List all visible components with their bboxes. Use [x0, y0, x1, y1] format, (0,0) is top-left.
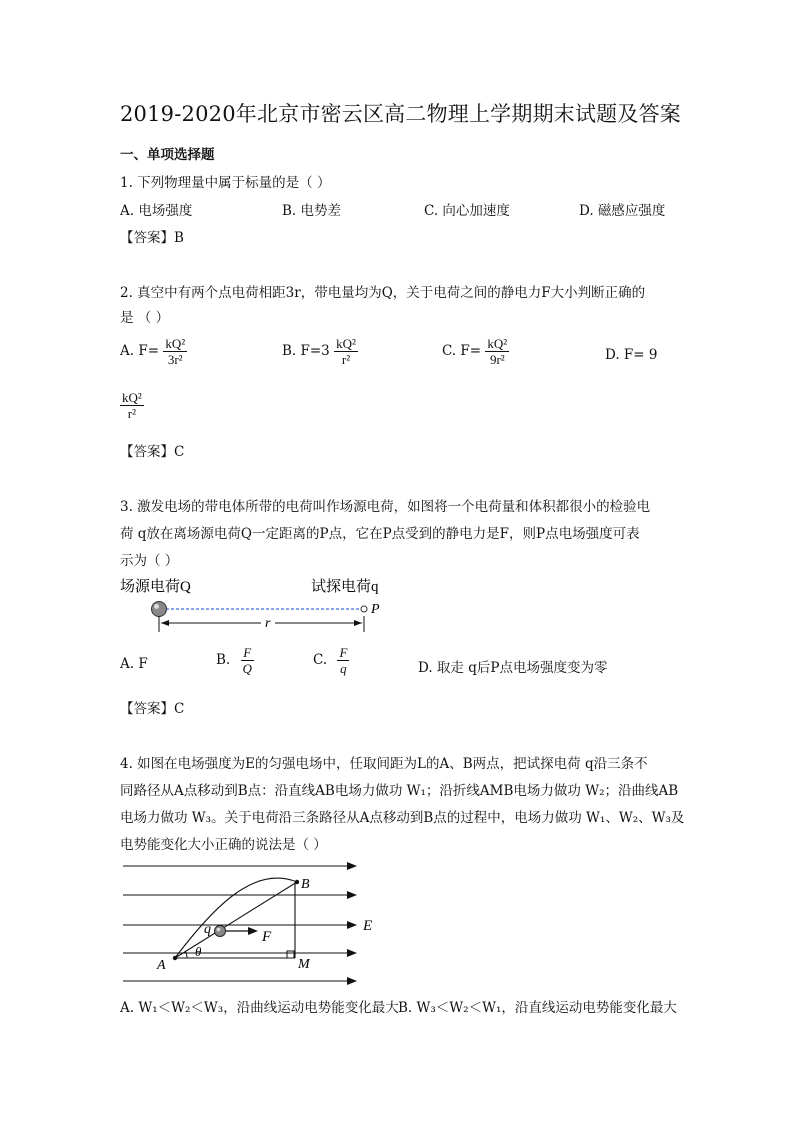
frac-numerator: kQ²	[165, 336, 186, 351]
q2-option-c-prefix: C. F=	[442, 343, 482, 359]
q4-figure	[115, 855, 385, 990]
q3-answer	[120, 697, 184, 717]
fig-charge-q	[215, 926, 226, 937]
fig-label-e: E	[363, 918, 373, 934]
fig-right-angle	[287, 951, 294, 958]
fig-label-m: M	[298, 957, 310, 972]
fig-label-p: P	[371, 602, 380, 617]
frac-numerator: kQ²	[487, 336, 508, 351]
fig-label-q: q	[204, 922, 211, 937]
fig-label-f: F	[262, 929, 272, 945]
fig-label-b: B	[301, 877, 310, 892]
q4-option-b: B. W₃＜W₂＜W₁，沿直线运动电势能变化最大	[398, 1000, 677, 1016]
fig-label-source-charge: 场源电荷Q	[120, 579, 191, 595]
q1-answer	[120, 226, 184, 246]
q2-option-b-fraction	[334, 336, 358, 367]
fig-angle-arc	[185, 951, 187, 958]
q3-option-c-fraction	[337, 645, 349, 676]
q3-option-b	[216, 645, 254, 676]
fig-point-b	[295, 880, 299, 884]
frac-denominator: Q	[242, 661, 252, 676]
q1-option-d: D. 磁感应强度	[579, 203, 666, 219]
q2-option-a-prefix: A. F=	[120, 343, 160, 359]
fig-label-r: r	[265, 616, 271, 631]
fig-label-a: A	[157, 958, 166, 973]
q2-option-c	[442, 336, 509, 367]
q3-figure	[115, 572, 395, 634]
q4-option-a: A. W₁＜W₂＜W₃，沿曲线运动电势能变化最大	[120, 1000, 399, 1016]
q2-option-a-fraction	[163, 336, 187, 367]
q3-stem-line1: 3. 激发电场的带电体所带的电荷叫作场源电荷，如图将一个电荷量和体积都很小的检验电	[120, 499, 651, 515]
q4-stem-line4: 电势能变化大小正确的说法是（ ）	[120, 837, 327, 853]
q3-stem-line2: 荷 q放在离场源电荷Q一定距离的P点，它在P点受到的静电力是F，则P点电场强度可表	[120, 526, 640, 542]
q4-stem-line3: 电场力做功 W₃。关于电荷沿三条路径从A点移动到B点的过程中，电场力做功 W₁、W₂、W₃及	[120, 810, 685, 826]
frac-numerator: F	[241, 645, 254, 661]
answer-value: C	[174, 444, 185, 460]
fig-r-arrow-right	[354, 620, 362, 626]
q2-answer	[120, 440, 184, 460]
fig-source-charge	[152, 602, 167, 617]
q3-option-d: D. 取走 q后P点电场强度变为零	[418, 660, 608, 676]
fig-field-arrows	[347, 862, 357, 985]
fig-r-arrow-left	[161, 620, 169, 626]
q2-option-b	[282, 336, 358, 367]
frac-denominator: r²	[341, 352, 351, 367]
frac-denominator: q	[340, 661, 347, 676]
q2-stem-line1: 2. 真空中有两个点电荷相距3r，带电量均为Q，关于电荷之间的静电力F大小判断正确的	[120, 285, 646, 301]
q1-option-b: B. 电势差	[282, 203, 342, 219]
q3-stem-line3: 示为（ ）	[120, 553, 179, 569]
q2-option-d-prefix: D. F= 9	[605, 347, 658, 363]
fig-force-arrow-head	[248, 927, 258, 935]
q3-option-b-fraction	[241, 645, 254, 676]
frac-numerator: kQ²	[122, 390, 142, 405]
answer-label: 【答案】	[120, 230, 174, 246]
q4-stem-line2: 同路径从A点移动到B点：沿直线AB电场力做功 W₁；沿折线AMB电场力做功 W₂；沿曲线AB	[120, 783, 679, 799]
frac-numerator: kQ²	[336, 336, 356, 351]
answer-label: 【答案】	[120, 444, 174, 460]
q2-option-b-prefix: B. F=3	[282, 343, 330, 359]
fig-test-charge	[361, 606, 367, 612]
frac-denominator: r²	[127, 406, 137, 421]
q2-option-d-fraction	[120, 390, 144, 421]
q2-option-a	[120, 336, 187, 367]
page-title: 2019-2020年北京市密云区高二物理上学期期末试题及答案	[120, 102, 681, 126]
q2-option-c-fraction	[485, 336, 509, 367]
q1-stem: 1. 下列物理量中属于标量的是（ ）	[120, 175, 331, 191]
q4-stem-line1: 4. 如图在电场强度为E的匀强电场中，任取间距为L的A、B两点，把试探电荷 q沿三条不	[120, 756, 648, 772]
frac-denominator: 9r²	[489, 352, 505, 367]
fig-charge-highlight	[217, 928, 221, 932]
frac-numerator: F	[339, 645, 348, 660]
fig-label-test-charge: 试探电荷q	[311, 579, 379, 595]
answer-value: C	[174, 701, 185, 717]
answer-value: B	[174, 230, 184, 246]
q2-stem-line2: 是 （ ）	[120, 310, 170, 326]
fig-source-highlight	[154, 604, 159, 609]
q3-option-a: A. F	[120, 656, 148, 672]
q1-option-c: C. 向心加速度	[424, 203, 510, 219]
q3-option-c	[313, 645, 349, 676]
fig-point-a	[173, 956, 177, 960]
q2-option-d-frac	[120, 390, 144, 421]
section-heading: 一、单项选择题	[120, 147, 215, 163]
q3-option-c-prefix: C.	[313, 652, 328, 668]
answer-label: 【答案】	[120, 701, 174, 717]
q3-option-b-prefix: B.	[216, 652, 231, 668]
frac-denominator: 3r²	[167, 352, 183, 367]
q1-option-a: A. 电场强度	[120, 203, 193, 219]
fig-label-theta: θ	[195, 944, 202, 959]
